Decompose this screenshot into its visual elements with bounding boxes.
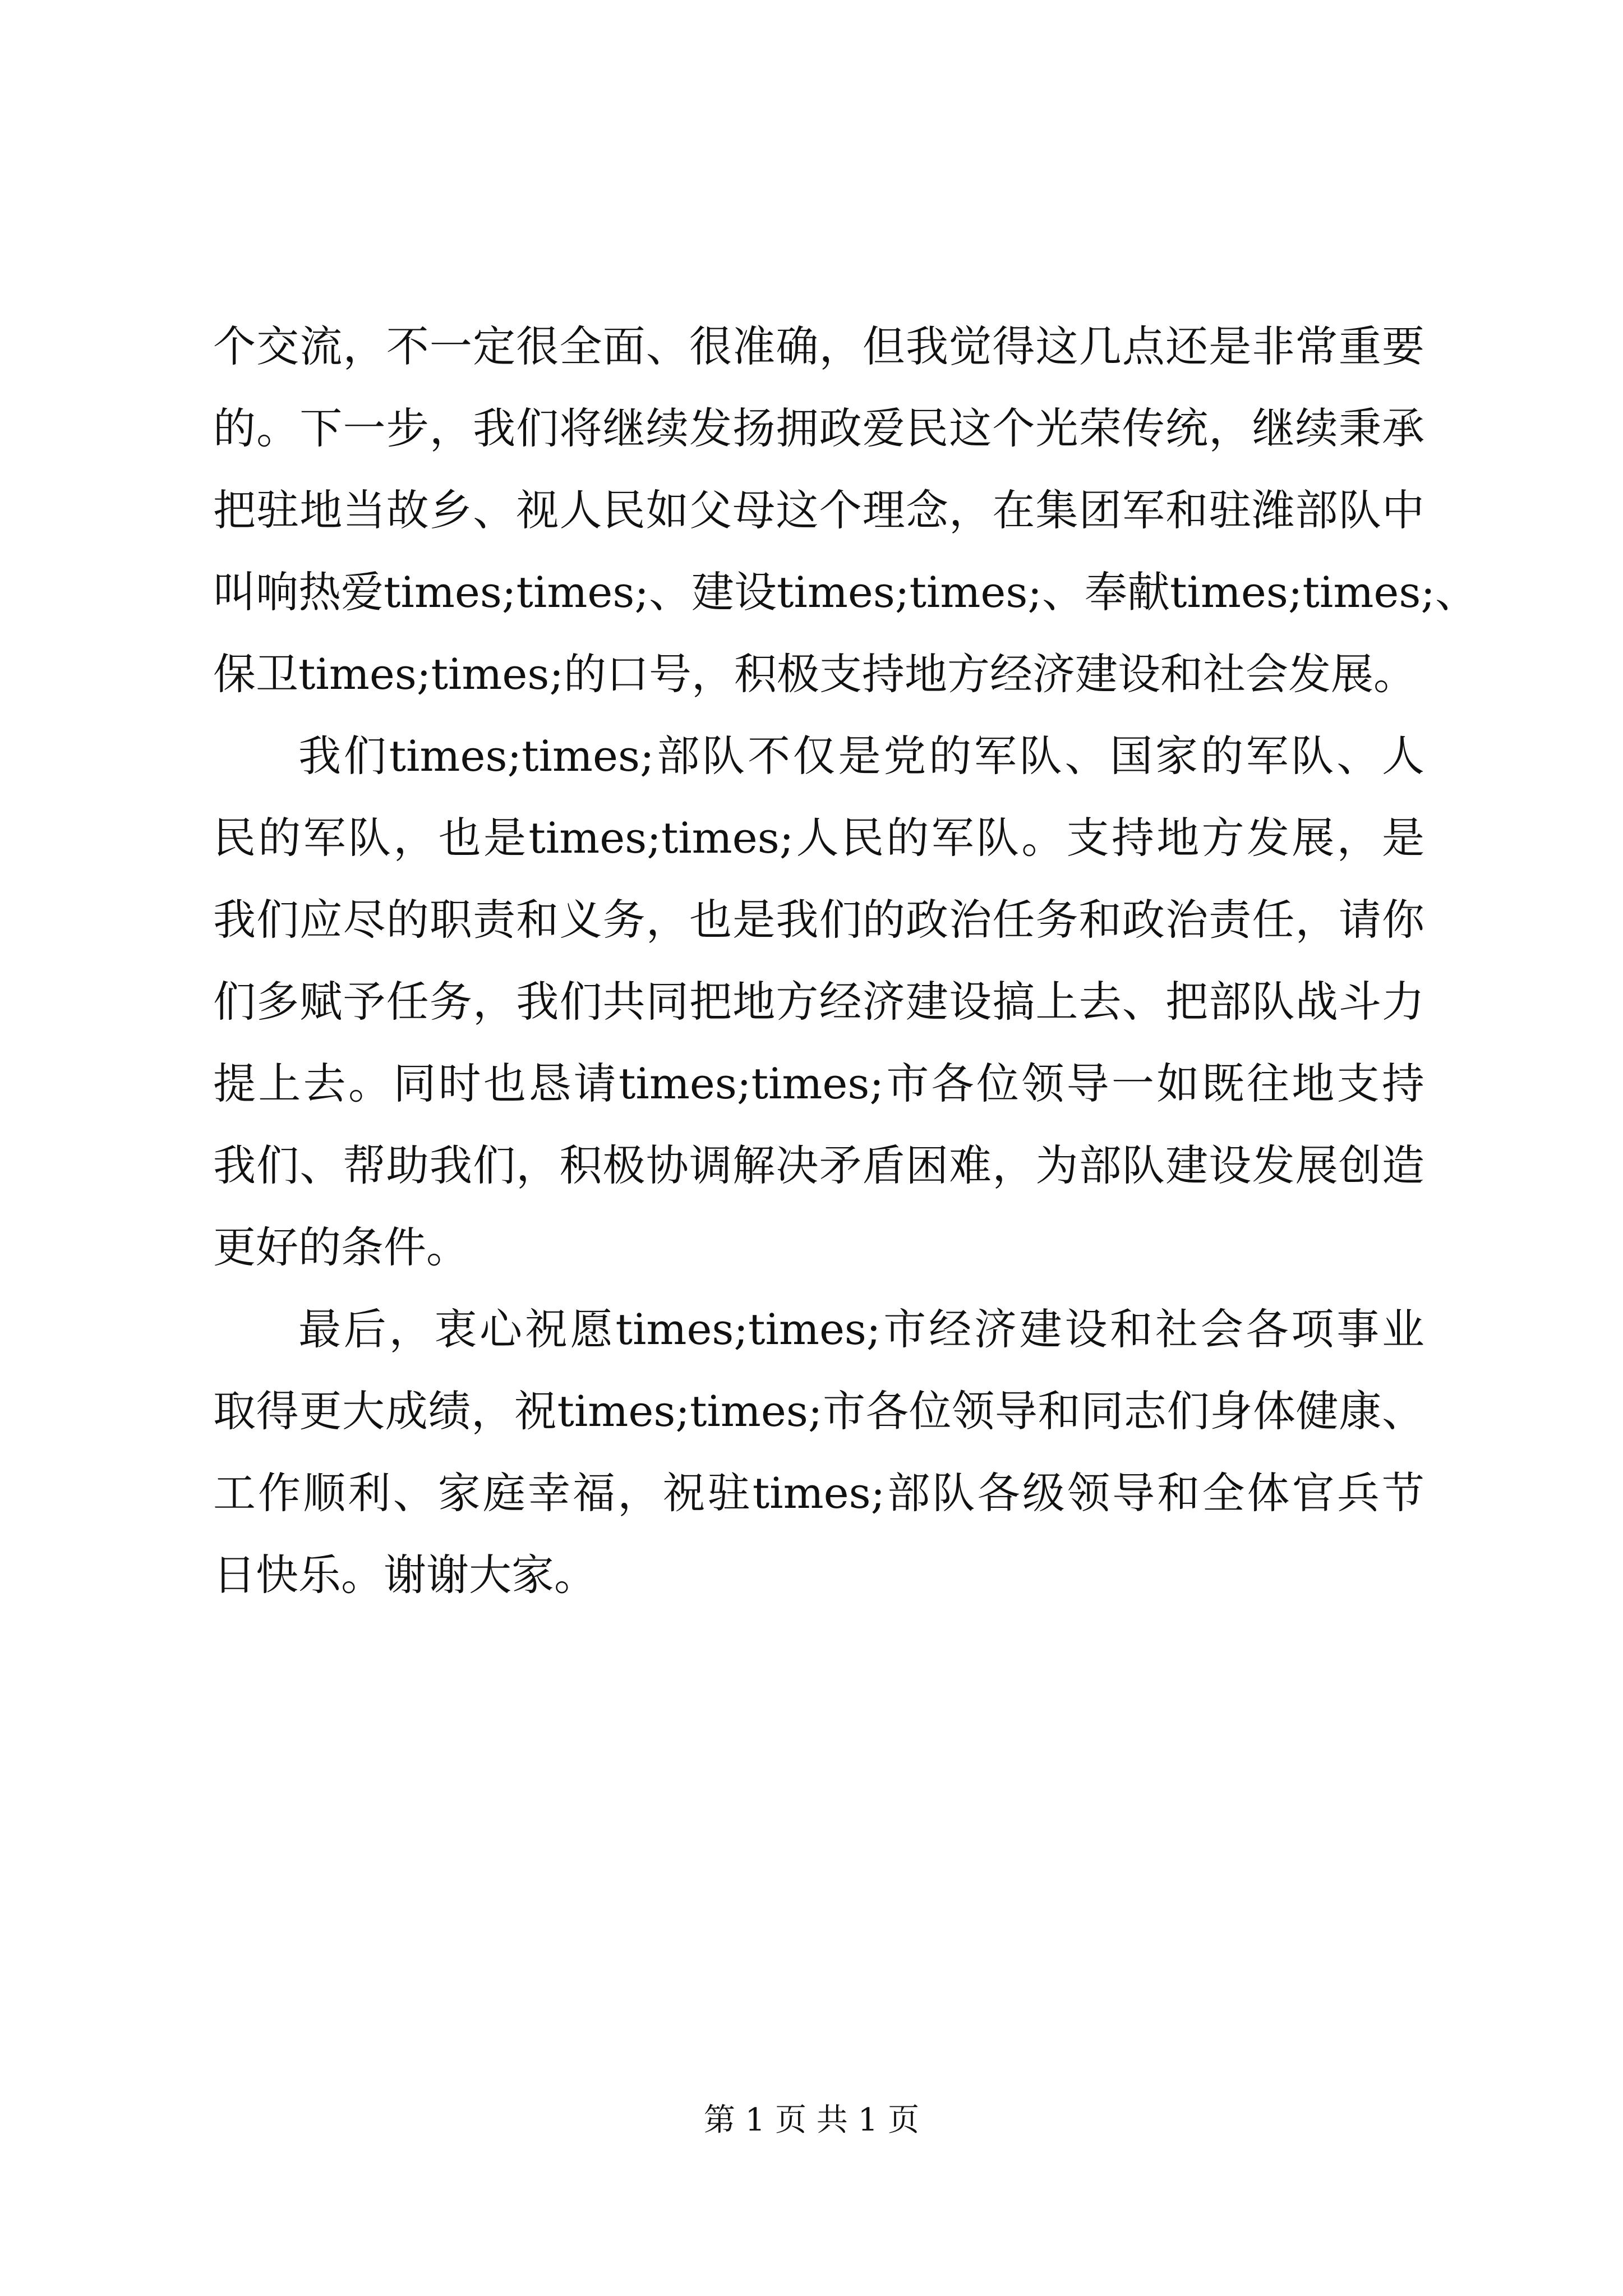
text-line: 们多赋予任务，我们共同把地方经济建设搞上去、把部队战斗力 — [213, 977, 1424, 1027]
text-line: 我们应尽的职责和义务，也是我们的政治任务和政治责任，请你 — [213, 895, 1424, 945]
text-line: 日快乐。谢谢大家。 — [213, 1550, 597, 1600]
text-line: 提上去。同时也恳请times;times;市各位领导一如既往地支持 — [213, 1059, 1424, 1108]
text-line: 叫响热爱times;times;、建设times;times;、奉献times;times;、 — [213, 567, 1478, 617]
text-line: 保卫times;times;的口号，积极支持地方经济建设和社会发展。 — [213, 649, 1416, 699]
text-line: 更好的条件。 — [213, 1222, 469, 1272]
text-line: 民的军队，也是times;times;人民的军队。支持地方发展，是 — [213, 813, 1424, 863]
paragraph-1 — [213, 306, 1478, 715]
text-line: 工作顺利、家庭幸福，祝驻times;部队各级领导和全体官兵节 — [213, 1468, 1424, 1518]
text-line: 取得更大成绩，祝times;times;市各位领导和同志们身体健康、 — [213, 1386, 1424, 1436]
text-line: 最后，衷心祝愿times;times;市经济建设和社会各项事业 — [298, 1304, 1424, 1354]
paragraph-3 — [213, 1289, 1424, 1616]
text-line: 的。下一步，我们将继续发扬拥政爱民这个光荣传统，继续秉承 — [213, 403, 1424, 453]
text-line: 我们times;times;部队不仅是党的军队、国家的军队、人 — [298, 731, 1424, 781]
paragraph-2 — [213, 715, 1424, 1289]
document-body — [213, 306, 1478, 1616]
page-number-footer: 第 1 页 共 1 页 — [703, 2102, 920, 2138]
text-line: 我们、帮助我们，积极协调解决矛盾困难，为部队建设发展创造 — [213, 1140, 1424, 1190]
text-line: 个交流，不一定很全面、很准确，但我觉得这几点还是非常重要 — [213, 321, 1424, 371]
text-line: 把驻地当故乡、视人民如父母这个理念，在集团军和驻潍部队中 — [213, 485, 1424, 535]
